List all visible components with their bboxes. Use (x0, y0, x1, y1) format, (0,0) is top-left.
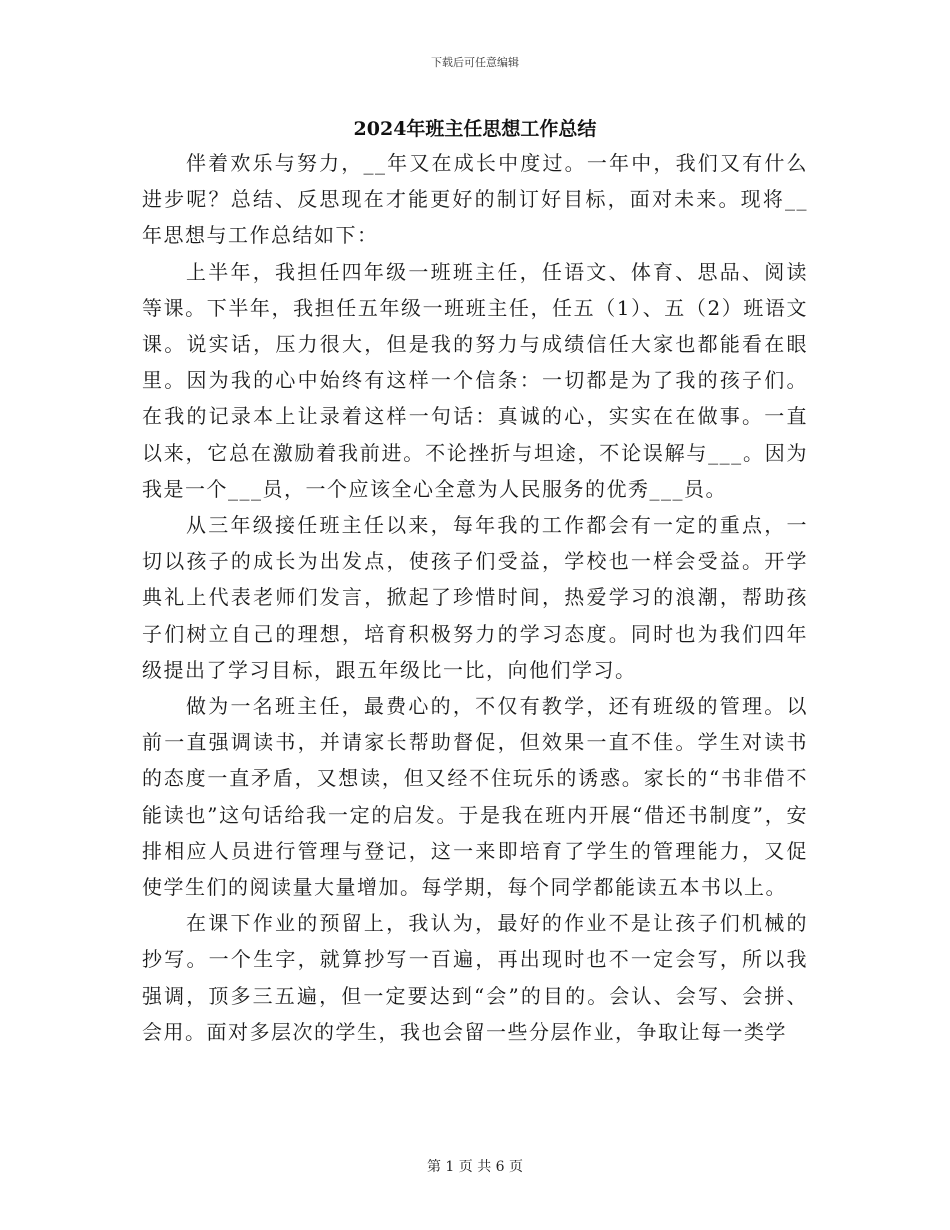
paragraph-4: 做为一名班主任，最费心的，不仅有教学，还有班级的管理。以前一直强调读书，并请家长帮助督促，但效果一直不佳。学生对读书的态度一直矛盾，又想读，但又经不住玩乐的诱惑。家长的“书非借不能读也”这句话给我一定的启发。于是我在班内开展“借还书制度”，安排相应人员进行管理与登记，这一来即培育了学生的管理能力，又促使学生们的阅读量大量增加。每学期，每个同学都能读五本书以上。 (142, 694, 808, 900)
paragraph-2: 上半年，我担任四年级一班班主任，任语文、体育、思品、阅读等课。下半年，我担任五年级一班班主任，任五（1）、五（2）班语文课。说实话，压力很大，但是我的努力与成绩信任大家也都能看在眼里。因为我的心中始终有这样一个信条：一切都是为了我的孩子们。在我的记录本上让录着这样一句话：真诚的心，实实在在做事。一直以来，它总在激励着我前进。不论挫折与坦途，不论误解与___。因为我是一个___员，一个应该全心全意为人民服务的优秀___员。 (142, 259, 808, 501)
document-title: 2024年班主任思想工作总结 (353, 118, 597, 140)
paragraph-5: 在课下作业的预留上，我认为，最好的作业不是让孩子们机械的抄写。一个生字，就算抄写一百遍，再出现时也不一定会写，所以我强调，顶多三五遍，但一定要达到“会”的目的。会认、会写、会拼、会用。面对多层次的学生，我也会留一些分层作业，争取让每一类学 (142, 911, 808, 1044)
paragraph-3: 从三年级接任班主任以来，每年我的工作都会有一定的重点，一切以孩子的成长为出发点，使孩子们受益，学校也一样会受益。开学典礼上代表老师们发言，掀起了珍惜时间，热爱学习的浪潮，帮助孩子们树立自己的理想，培育积极努力的学习态度。同时也为我们四年级提出了学习目标，跟五年级比一比，向他们学习。 (142, 513, 808, 682)
header-note: 下载后可任意编辑 (431, 56, 519, 69)
page-number: 第 1 页 共 6 页 (426, 1159, 524, 1175)
paragraph-1: 伴着欢乐与努力，__年又在成长中度过。一年中，我们又有什么进步呢？总结、反思现在才能更好的制订好目标，面对未来。现将__年思想与工作总结如下： (142, 151, 808, 248)
document-body (142, 145, 808, 1050)
